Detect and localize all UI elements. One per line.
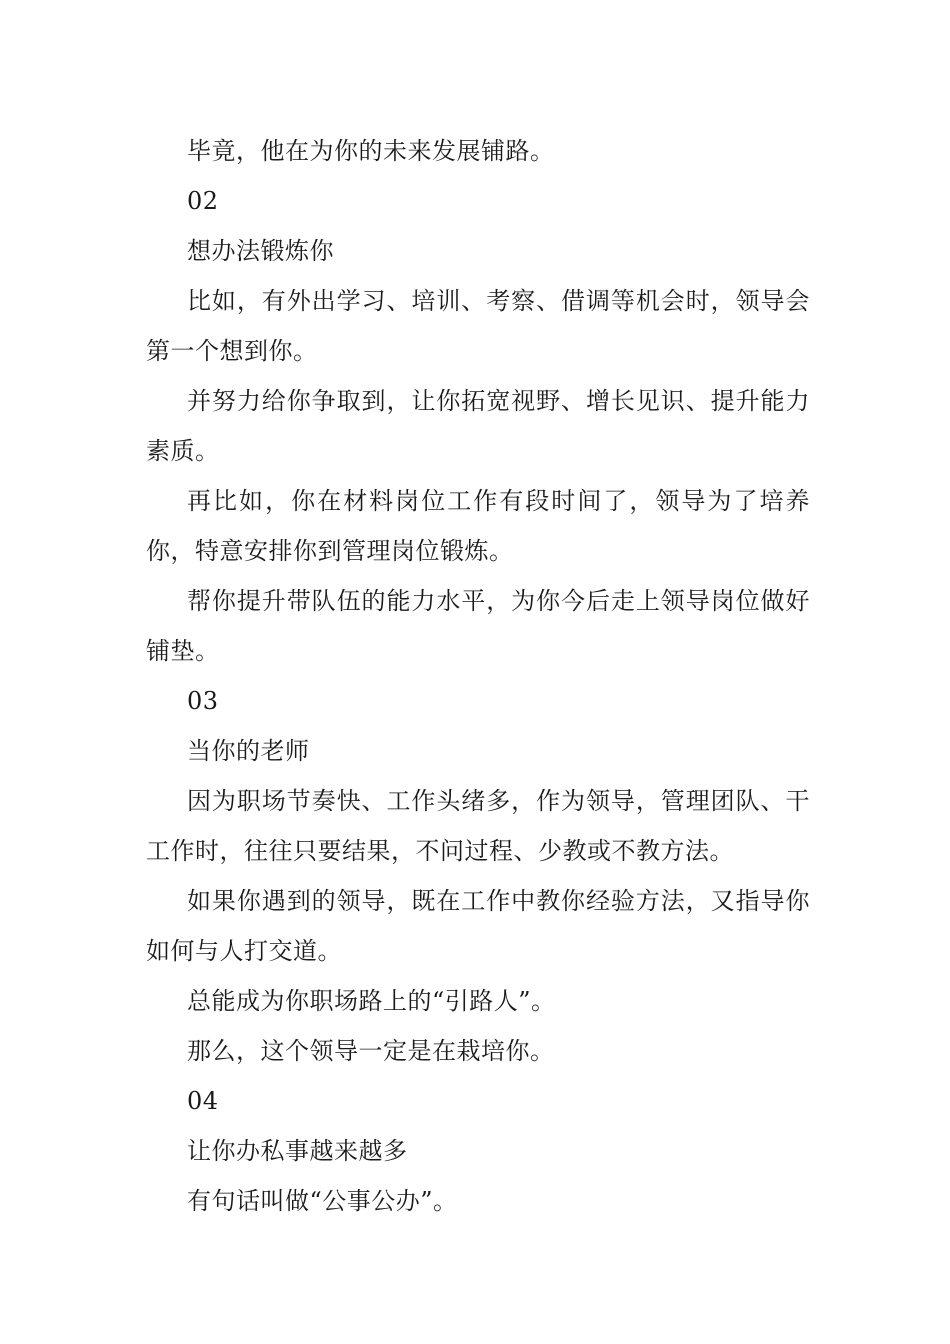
section-number: 04 <box>187 1087 219 1115</box>
paragraph: 如果你遇到的领导，既在工作中教你经验方法，又指导你如何与人打交道。 <box>146 887 810 965</box>
paragraph: 比如，有外出学习、培训、考察、借调等机会时，领导会第一个想到你。 <box>146 287 810 365</box>
section-heading: 当你的老师 <box>187 737 310 765</box>
document-body <box>146 126 810 1226</box>
paragraph: 那么，这个领导一定是在栽培你。 <box>187 1037 555 1065</box>
paragraph: 毕竟，他在为你的未来发展铺路。 <box>187 137 555 165</box>
paragraph: 再比如，你在材料岗位工作有段时间了，领导为了培养你，特意安排你到管理岗位锻炼。 <box>146 487 810 565</box>
section-heading: 让你办私事越来越多 <box>187 1137 408 1165</box>
paragraph: 因为职场节奏快、工作头绪多，作为领导，管理团队、干工作时，往往只要结果，不问过程、少教或不教方法。 <box>146 787 810 865</box>
paragraph: 并努力给你争取到，让你拓宽视野、增长见识、提升能力素质。 <box>146 387 810 465</box>
section-number: 02 <box>187 187 219 215</box>
paragraph: 帮你提升带队伍的能力水平，为你今后走上领导岗位做好铺垫。 <box>146 587 810 665</box>
section-heading: 想办法锻炼你 <box>187 237 334 265</box>
section-number: 03 <box>187 687 219 715</box>
paragraph: 总能成为你职场路上的“引路人”。 <box>187 987 556 1015</box>
paragraph: 有句话叫做“公事公办”。 <box>187 1187 458 1215</box>
